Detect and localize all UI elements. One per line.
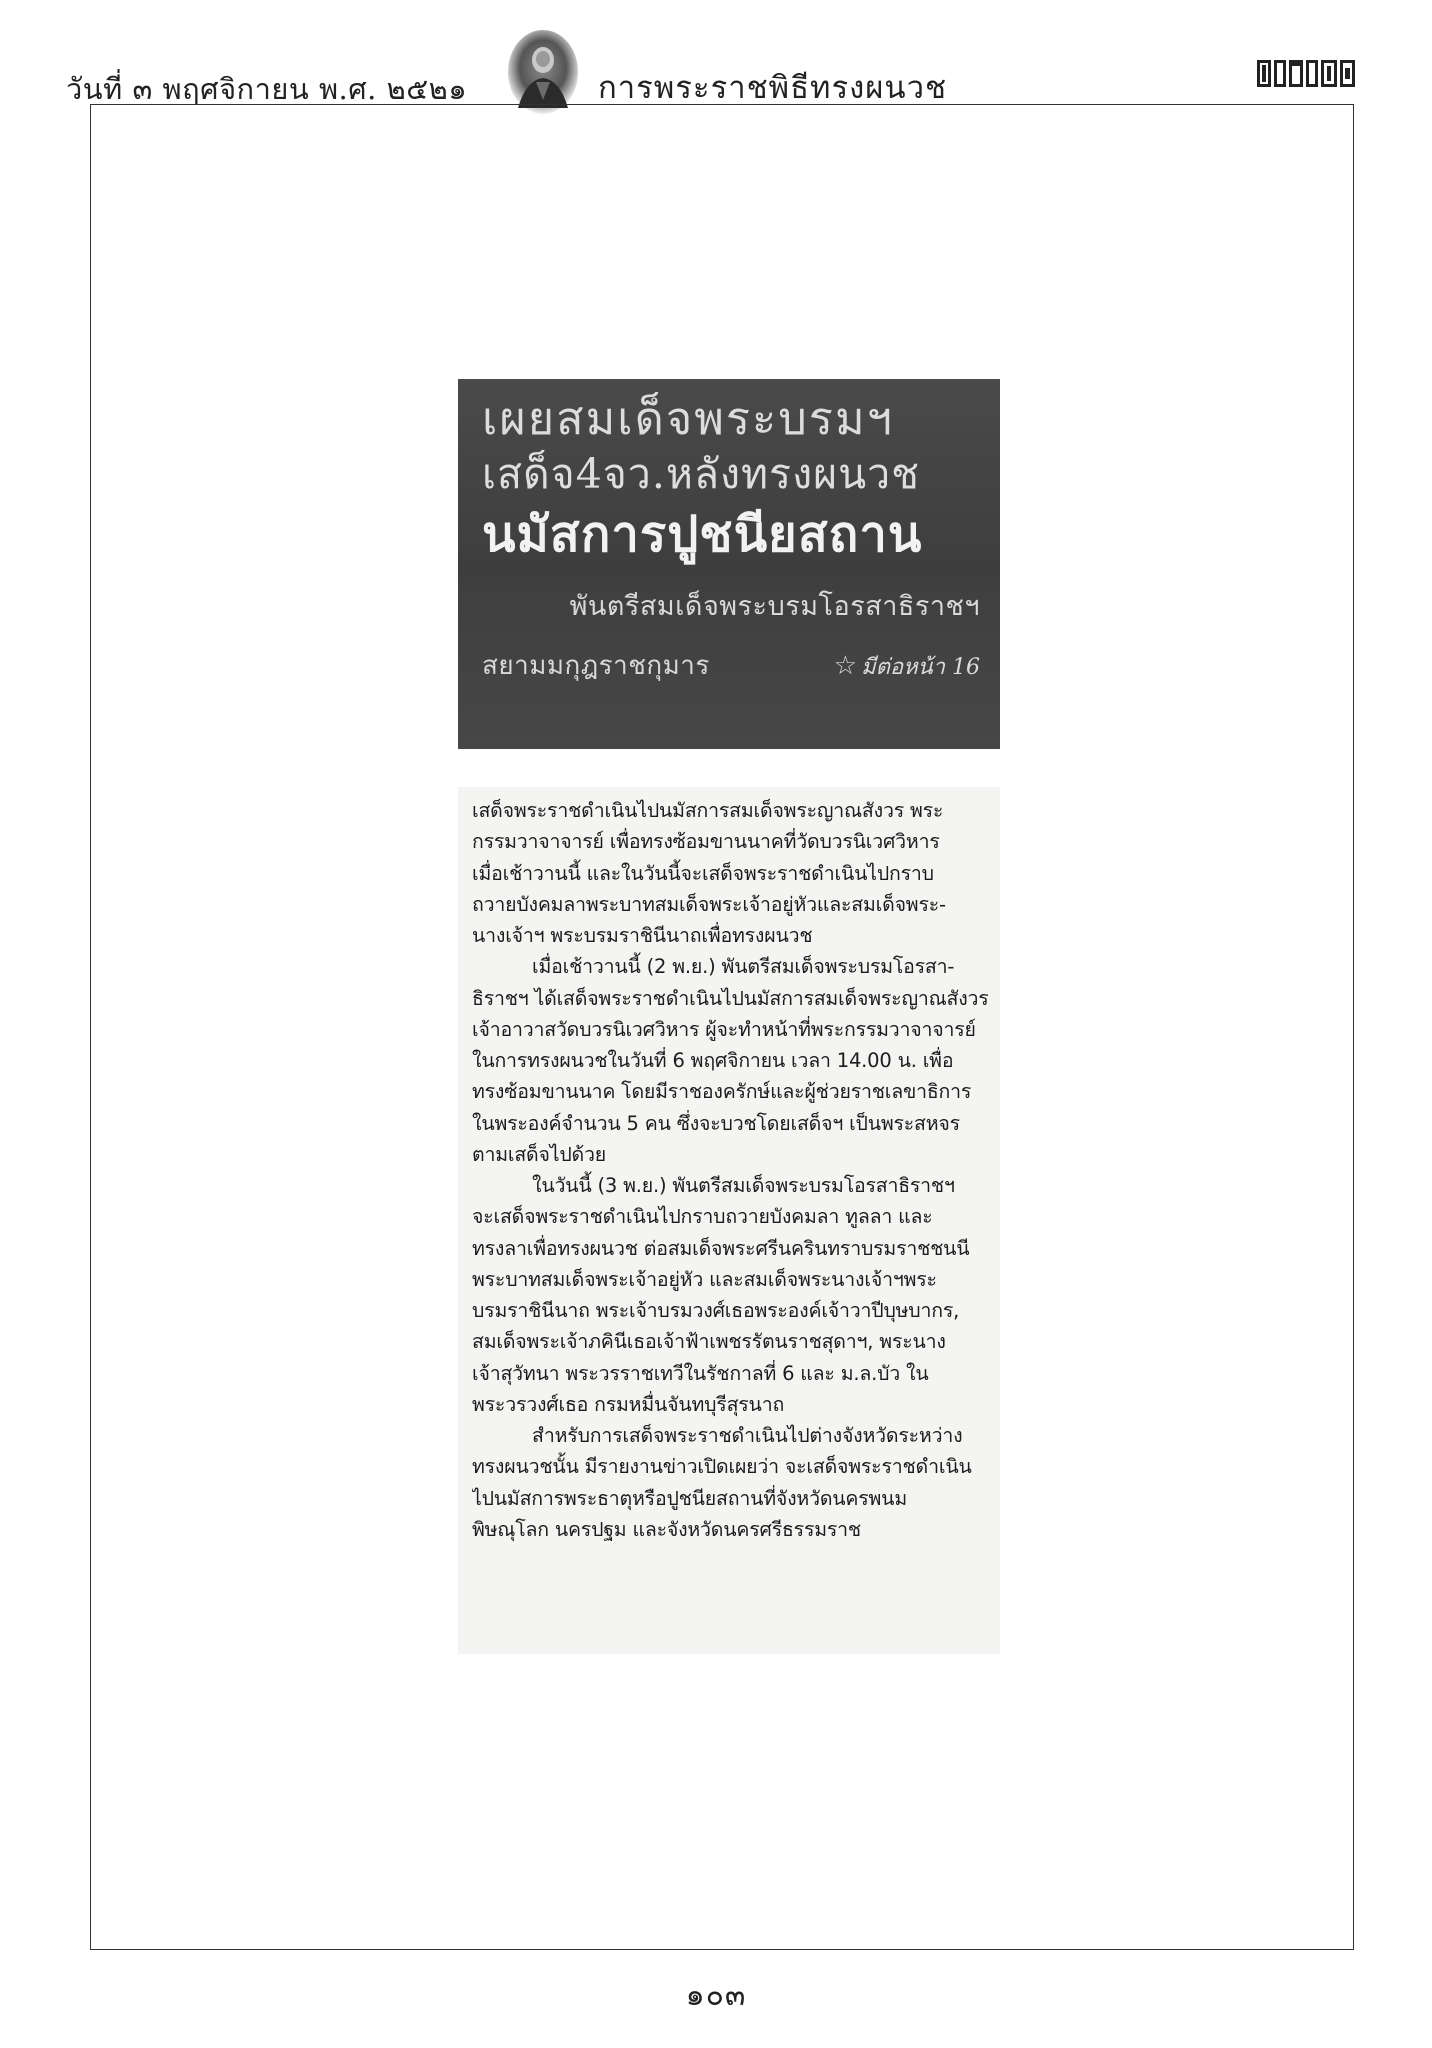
thairath-masthead-logo — [1254, 56, 1358, 90]
headline-box — [458, 379, 1000, 749]
headline-bottom-row — [482, 645, 980, 686]
continued-page-text: มีต่อหน้า 16 — [861, 655, 980, 681]
text-line: ในพระองค์จำนวน 5 คน ซึ่งจะบวชโดยเสด็จฯ เป็นพระสหจร — [472, 1111, 960, 1135]
portrait-photo — [506, 28, 580, 116]
article-body — [458, 787, 1000, 1654]
text-line: ถวายบังคมลาพระบาทสมเด็จพระเจ้าอยู่หัวและสมเด็จพระ- — [472, 892, 946, 916]
text-line: พระวรวงศ์เธอ กรมหมื่นจันทบุรีสุรนาถ — [472, 1392, 785, 1416]
text-line: บรมราชินีนาถ พระเจ้าบรมวงศ์เธอพระองค์เจ้าวาปีบุษบากร, — [472, 1299, 960, 1322]
text-line: ตามเสด็จไปด้วย — [472, 1142, 606, 1166]
text-line: ทรงผนวชนั้น มีรายงานข่าวเปิดเผยว่า จะเสด็จพระราชดำเนิน — [472, 1455, 972, 1479]
headline-byline: สยามมกุฎราชกุมาร — [482, 651, 710, 682]
text-line: ทรงซ้อมขานนาค โดยมีราชองครักษ์และผู้ช่วยราชเลขาธิการ — [472, 1080, 972, 1104]
text-line: สำหรับการเสด็จพระราชดำเนินไปต่างจังหวัดระหว่าง — [532, 1424, 963, 1447]
headline-line-2: เสด็จ4จว.หลังทรงผนวช — [482, 449, 920, 498]
text-line: พิษณุโลก นครปฐม และจังหวัดนครศรีธรรมราช — [472, 1517, 861, 1541]
page-number: ๑๐๓ — [685, 1978, 747, 2013]
continued-page-note — [834, 649, 980, 684]
text-line: ธิราชฯ ได้เสด็จพระราชดำเนินไปนมัสการสมเด็จพระญาณสังวร — [472, 986, 989, 1010]
text-line: ไปนมัสการพระธาตุหรือปูชนียสถานที่จังหวัดนครพนม — [472, 1486, 907, 1510]
header-date: วันที่ ๓ พฤศจิกายน พ.ศ. ๒๕๒๑ — [66, 72, 468, 106]
text-line: ในการทรงผนวชในวันที่ 6 พฤศจิกายน เวลา 14.00 น. เพื่อ — [472, 1049, 954, 1072]
text-line: ทรงลาเพื่อทรงผนวช ต่อสมเด็จพระศรีนครินทราบรมราชชนนี — [472, 1236, 970, 1260]
star-icon: ☆ — [833, 651, 858, 682]
headline-line-3: นมัสการปูชนียสถาน — [482, 504, 923, 563]
text-line: พระบาทสมเด็จพระเจ้าอยู่หัว และสมเด็จพระนางเจ้าฯพระ — [472, 1267, 937, 1291]
text-line: ในวันนี้ (3 พ.ย.) พันตรีสมเด็จพระบรมโอรสาธิราชฯ — [532, 1174, 955, 1197]
text-line: เมื่อเช้าวานนี้ และในวันนี้จะเสด็จพระราชดำเนินไปกราบ — [472, 861, 934, 885]
header-title: การพระราชพิธีทรงผนวช — [598, 70, 948, 106]
text-line: เจ้าอาวาสวัดบวรนิเวศวิหาร ผู้จะทำหน้าที่พระกรรมวาจาจารย์ — [472, 1017, 976, 1041]
text-line: สมเด็จพระเจ้าภคินีเธอเจ้าฟ้าเพชรรัตนราชสุดาฯ, พระนาง — [472, 1330, 946, 1354]
text-line: กรรมวาจาจารย์ เพื่อทรงซ้อมขานนาคที่วัดบวรนิเวศวิหาร — [472, 830, 940, 854]
headline-line-1: เผยสมเด็จพระบรมฯ — [482, 392, 894, 445]
text-line: จะเสด็จพระราชดำเนินไปกราบถวายบังคมลา ทูลลา และ — [472, 1205, 933, 1229]
text-line: เจ้าสุวัทนา พระวรราชเทวีในรัชกาลที่ 6 และ ม.ล.บัว ใน — [472, 1361, 929, 1385]
text-line: นางเจ้าฯ พระบรมราชินีนาถเพื่อทรงผนวช — [472, 924, 813, 947]
text-line: เมื่อเช้าวานนี้ (2 พ.ย.) พันตรีสมเด็จพระบรมโอรสา- — [532, 955, 955, 979]
headline-subline: พันตรีสมเด็จพระบรมโอรสาธิราชฯ — [569, 591, 980, 623]
text-line: เสด็จพระราชดำเนินไปนมัสการสมเด็จพระญาณสังวร พระ — [472, 799, 944, 822]
